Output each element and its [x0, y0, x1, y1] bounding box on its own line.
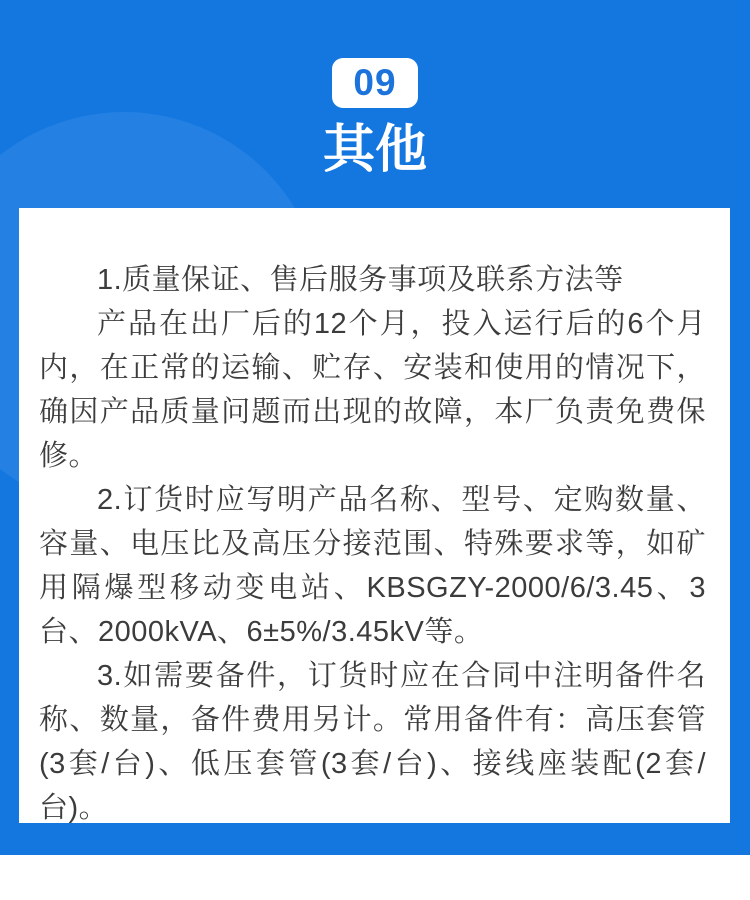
paragraph-ordering-info: 2.订货时应写明产品名称、型号、定购数量、容量、电压比及高压分接范围、特殊要求等，如矿用隔爆型移动变电站、KBSGZY-2000/6/3.45、3台、2000kVA、6±5%/3.45kV等。	[39, 484, 706, 648]
section-number-badge: 09	[332, 58, 418, 108]
footer-strip	[0, 855, 750, 900]
paragraph-spare-parts: 3.如需要备件，订货时应在合同中注明备件名称、数量，备件费用另计。常用备件有：高压套管(3套/台)、低压套管(3套/台)、接线座装配(2套/台)。	[39, 660, 706, 823]
paragraph-warranty-terms: 产品在出厂后的12个月，投入运行后的6个月内，在正常的运输、贮存、安装和使用的情况下，确因产品质量问题而出现的故障，本厂负责免费保修。	[39, 308, 706, 472]
content-card	[19, 208, 730, 823]
page-title: 其他	[322, 119, 427, 180]
paragraph-quality-assurance-heading: 1.质量保证、售后服务事项及联系方法等	[97, 264, 624, 296]
